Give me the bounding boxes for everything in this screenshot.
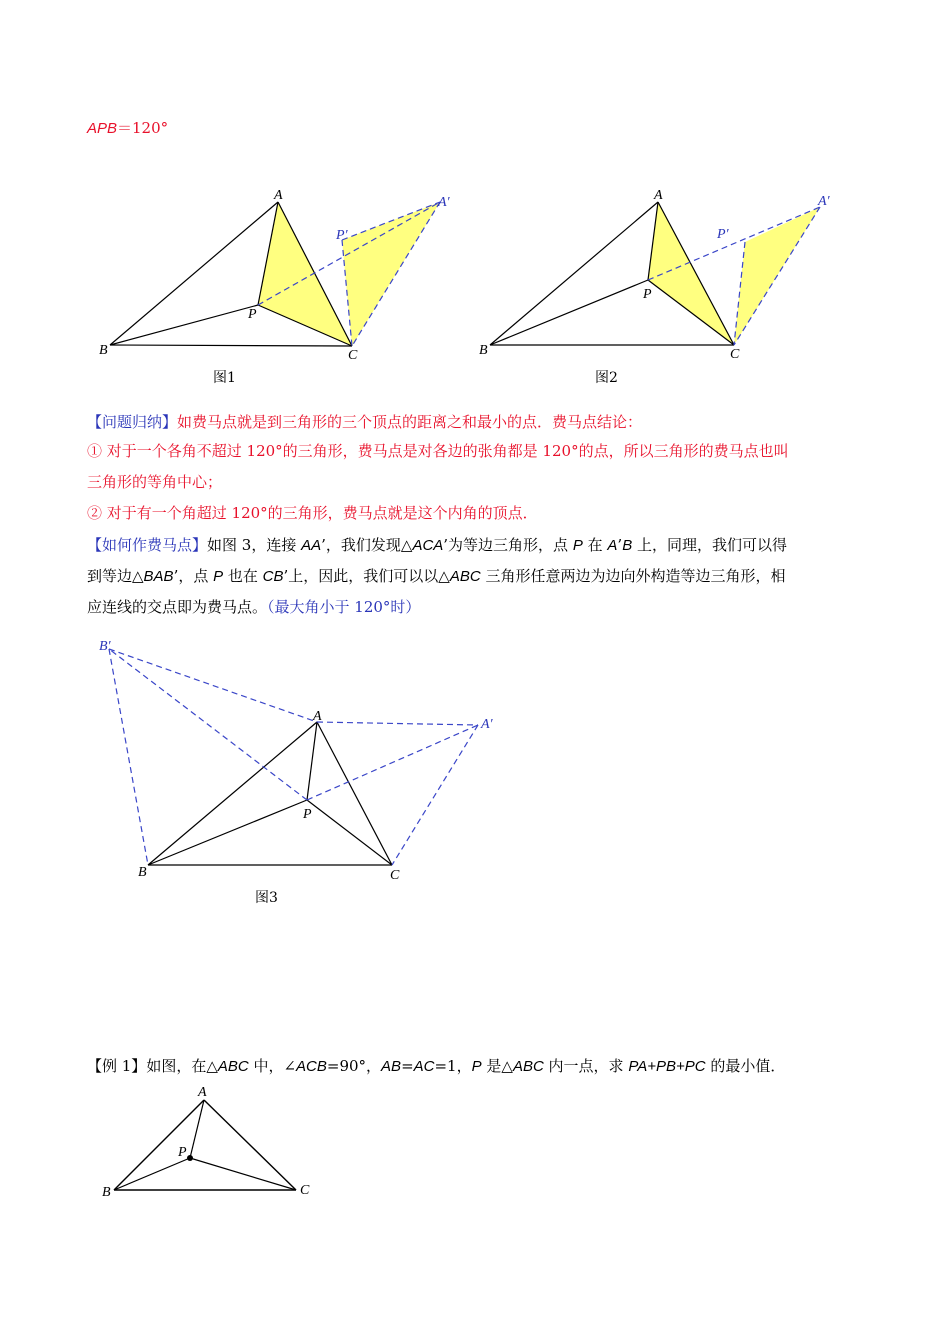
summary-text: 如费马点就是到三角形的三个顶点的距离之和最小的点．费马点结论：	[177, 413, 643, 431]
fig1-triangle-p-prime-a-prime-c	[342, 202, 440, 346]
example-math: PA+PB+PC	[628, 1058, 706, 1075]
example-math: P	[471, 1058, 482, 1075]
fig1-label-p: P	[248, 307, 257, 322]
construct-line2	[87, 565, 867, 588]
construct-math: P	[213, 568, 224, 585]
fig3-label-a-prime: A′	[481, 717, 493, 732]
example-text: 内一点，求	[543, 1057, 629, 1075]
fig2-label-c: C	[730, 347, 740, 362]
fig1-triangle-apc	[258, 202, 352, 346]
fig4-label-p: P	[178, 1145, 187, 1160]
construct-math: ABC	[449, 568, 481, 585]
construct-text: 上，同理，我们可以得	[632, 536, 787, 554]
construct-math: A	[607, 537, 618, 554]
example-text: 是△	[481, 1057, 513, 1075]
fig1-label-b: B	[99, 343, 108, 358]
fig1-label-a-prime: A′	[438, 195, 450, 210]
fig1-label-c: C	[348, 348, 358, 363]
angle-value: ＝120°	[117, 119, 169, 137]
fig3-caption: 图3	[255, 890, 278, 906]
example-text: =1，	[434, 1057, 472, 1075]
construct-math: ACA	[412, 537, 444, 554]
summary-heading: 【问题归纳】	[87, 413, 178, 431]
summary-item2: ② 对于有一个角超过 120°的三角形，费马点就是这个内角的顶点．	[87, 504, 538, 522]
example-line	[87, 1055, 867, 1078]
example-math: ABC	[217, 1058, 249, 1075]
fig2-label-a: A	[654, 188, 663, 203]
fig2-caption: 图2	[595, 370, 618, 386]
figure-1	[90, 185, 470, 365]
fig4-label-c: C	[300, 1183, 310, 1198]
fig2-label-p: P	[643, 287, 652, 302]
construct-math: CB	[262, 568, 284, 585]
fig3-label-c: C	[390, 868, 400, 882]
construct-text: 在	[582, 536, 608, 554]
construct-text: ’上，因此，我们可以以△	[283, 567, 450, 585]
construct-text: 也在	[223, 567, 263, 585]
top-formula	[87, 117, 867, 140]
example-math: AB	[381, 1058, 402, 1075]
summary-item1-line2: 三角形的等角中心；	[87, 473, 223, 491]
example-text: =90°，	[326, 1057, 382, 1075]
fig3-label-b-prime: B′	[99, 639, 111, 654]
summary-item1-line1: ① 对于一个各角不超过 120°的三角形，费马点是对各边的张角都是 120°的点，所以三角形的费马点也叫	[87, 442, 789, 460]
example-math: ACB	[296, 1058, 327, 1075]
construct-text: 如图 3，连接	[207, 536, 302, 554]
fig2-label-b: B	[479, 343, 488, 358]
construct-text: ’，我们发现△	[321, 536, 413, 554]
fig4-label-b: B	[102, 1185, 111, 1200]
example-text: 的最小值．	[705, 1057, 786, 1075]
construct-math: B	[622, 537, 633, 554]
construct-text: 三角形任意两边为边向外构造等边三角形，相	[480, 567, 786, 585]
construct-math: P	[572, 537, 583, 554]
angle-name: APB	[87, 120, 118, 137]
fig3-label-p: P	[303, 807, 312, 822]
example-text: 中，∠	[248, 1057, 297, 1075]
fig4-point-p	[187, 1155, 193, 1161]
construct-text: ’	[617, 536, 623, 554]
construct-text: ’为等边三角形，点	[443, 536, 573, 554]
construct-note: （最大角小于 120°时）	[267, 598, 421, 616]
example-math: AC	[413, 1058, 435, 1075]
figure-3	[95, 632, 515, 882]
construct-heading: 【如何作费马点】	[87, 536, 208, 554]
fig3-label-b: B	[138, 865, 147, 880]
fig1-label-p-prime: P′	[336, 228, 348, 243]
fig2-triangle-apc	[648, 202, 734, 345]
example-label: 【例 1】	[87, 1057, 147, 1075]
construct-line1	[87, 534, 867, 557]
figure-example-1	[98, 1082, 328, 1202]
construct-math: BAB	[143, 568, 174, 585]
construct-line3	[87, 596, 867, 618]
construct-text: ’，点	[173, 567, 214, 585]
fig4-label-a: A	[198, 1085, 207, 1100]
construct-text: 到等边△	[87, 567, 144, 585]
fig2-label-p-prime: P′	[717, 227, 729, 242]
fig1-label-a: A	[274, 188, 283, 203]
fig1-caption: 图1	[213, 370, 236, 386]
construct-math: AA	[301, 537, 322, 554]
figure-2	[470, 185, 850, 365]
construct-text: 应连线的交点即为费马点。	[87, 598, 268, 616]
example-math: ABC	[512, 1058, 544, 1075]
summary-line	[87, 411, 867, 433]
example-text: =	[401, 1057, 414, 1075]
example-text: 如图，在△	[146, 1057, 218, 1075]
fig3-label-a: A	[313, 709, 322, 724]
fig2-label-a-prime: A′	[818, 194, 830, 209]
